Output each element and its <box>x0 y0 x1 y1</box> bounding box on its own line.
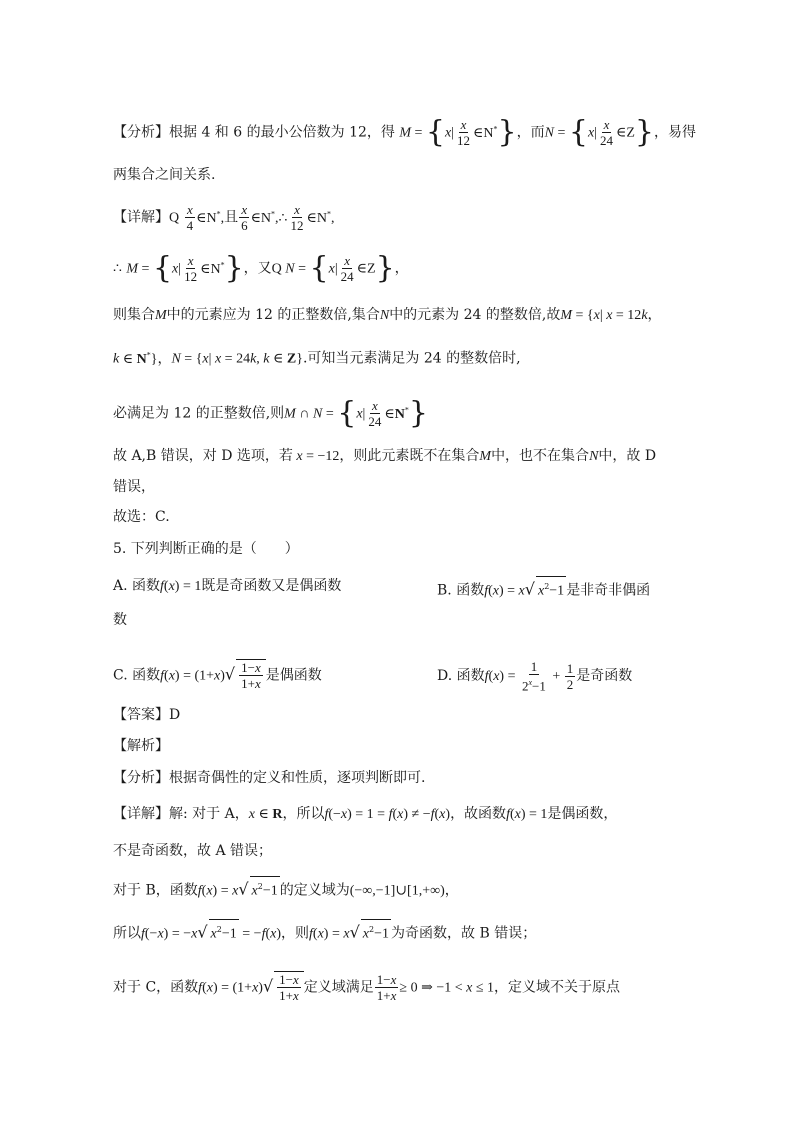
text-xj2-d: 是偶函数， <box>547 806 618 822</box>
text-f2: ，则此元素既不在集合 <box>339 448 480 464</box>
fraction-x-24: $\frac{x}{24}$ <box>600 117 613 148</box>
detail-q5-line-4: 所以f(−x) = −x√ $x^2-1 = -f(x)$，则f(x) = x√ $x^2-1$ 为奇函数，故 B 错误； <box>113 919 536 945</box>
detail-q5-line-1: 【详解】解: 对于 A，x ∈ R，所以f(−x) = 1 = f(x) ≠ −f(x)，故函数f(x) = 1是偶函数， <box>113 806 618 822</box>
text-f4: 中，故 D <box>598 448 657 464</box>
analysis-text-2: ，而 <box>516 124 545 141</box>
detail-line-4: k ∈ N*}，N = {x| x = 24k, k ∈ Z}.可知当元素满足为 24 的整数倍时, <box>113 350 521 367</box>
eq-sign: = <box>411 125 426 141</box>
detail-tag: 【详解】 <box>113 209 169 226</box>
option-d-text: 是奇函数 <box>576 668 633 685</box>
analysis-line-1: 【分析】根据 4 和 6 的最小公倍数为 12，得 M = {x| $\frac{x}{12}$ ∈N*}，而N = {x| $\frac{x}{24}$ ∈Z}，易得 <box>113 114 697 150</box>
text-e: 必满足为 12 的正整数倍,则 <box>113 405 285 422</box>
detail-line-7: 错误， <box>113 479 155 495</box>
analysis-text: 根据 4 和 6 的最小公倍数为 12，得 <box>169 124 395 141</box>
detail-line-6: 故 A,B 错误，对 D 选项，若 x = −12，则此元素既不在集合M中，也不在集合N中，故 D <box>113 448 657 464</box>
text-f3: 中，也不在集合 <box>491 448 590 464</box>
detail-q5-line-2: 不是奇函数，故 A 错误； <box>113 843 273 859</box>
text-b2-c: 为奇函数，故 B 错误； <box>391 925 537 942</box>
text-b1-a: 对于 B，函数 <box>113 882 198 899</box>
option-a-text: 既是奇函数又是偶函数 <box>201 578 342 594</box>
jiexi-line: 【解析】 <box>113 738 169 754</box>
option-c-label: C. 函数 <box>113 667 161 684</box>
text-c1-b: 定义域满足 <box>303 979 374 996</box>
text-a: 则集合 <box>113 307 155 323</box>
set-M: M <box>399 125 412 141</box>
option-d: D. 函数f(x) = $\frac{1}{2^x-1}$ + $\frac{1}{2}$ 是奇函数 <box>437 659 633 694</box>
analysis-tag: 【分析】 <box>113 124 169 141</box>
option-b: B. 函数f(x) = x√ $x^2-1$ 是非奇非偶函 <box>437 576 650 602</box>
detail-line-5: 必满足为 12 的正整数倍,则M ∩ N = {x| $\frac{x}{24}$ ∈N*} <box>113 395 428 431</box>
detail-q5-line-5: 对于 C，函数f(x) = (1+x)√ $\frac{1-x}{1+x}$ 定义域满足 $\frac{1-x}{1+x}$ ≥ 0 ⇒ −1 < x ≤ 1，定义域不关于原点 <box>113 972 621 1003</box>
option-a-label: A. 函数 <box>113 578 161 594</box>
option-b-label: B. 函数 <box>437 582 485 599</box>
text-c: 中的元素为 24 的整数倍,故 <box>389 307 561 323</box>
option-c-text: 是偶函数 <box>265 667 322 684</box>
option-b-continued: 数 <box>113 612 127 628</box>
question-5: 5. 下列判断正确的是（ ） <box>113 541 299 557</box>
text-b2-b: ，则 <box>281 925 310 942</box>
text-c1-c: ，定义域不关于原点 <box>494 979 621 996</box>
answer-line: 【答案】D <box>113 707 181 723</box>
text-b1-b: 的定义域为 <box>279 882 350 899</box>
option-d-label: D. 函数 <box>437 668 485 685</box>
option-c: C. 函数f(x) = (1+x)√ $\frac{1-x}{1+x}$ 是偶函数 <box>113 660 322 691</box>
text-d: .可知当元素满足为 24 的整数倍时, <box>302 350 521 367</box>
brace-open: { <box>425 114 446 150</box>
text-xj2-a: 【详解】解: 对于 A， <box>113 806 249 822</box>
detail-line-2: ∴ M = {x| $\frac{x}{12}$ ∈N*}，又Q N = {x| $\frac{x}{24}$ ∈Z}， <box>113 250 409 286</box>
text-f1: 故 A,B 错误，对 D 选项，若 <box>113 448 293 464</box>
fraction-x-12: $\frac{x}{12}$ <box>457 117 471 148</box>
analysis-line-q5: 【分析】根据奇偶性的定义和性质，逐项判断即可. <box>113 770 426 786</box>
option-b-text: 是非奇非偶函 <box>566 582 651 599</box>
detail-q5-line-3: 对于 B，函数f(x) = x√ $x^2-1$ 的定义域为(−∞,−1]∪[1,+∞)， <box>113 876 459 902</box>
detail-line-1: 【详解】Q $\frac{x}{4}$ ∈N*,且 $\frac{x}{6}$ ∈N*,∴ $\frac{x}{12}$ ∈N*, <box>113 202 335 233</box>
detail-text-2: ，又 <box>243 260 272 277</box>
text-b: 中的元素应为 12 的正整数倍,集合 <box>166 307 380 323</box>
text-xj2-c: ，故函数 <box>450 806 507 822</box>
detail-line-3: 则集合M中的元素应为 12 的正整数倍,集合N中的元素为 24 的整数倍,故M = {x| x = 12k， <box>113 307 662 323</box>
text-xj2-b: ，所以 <box>282 806 325 822</box>
choice-line: 故选：C. <box>113 509 170 525</box>
detail-text: 且 <box>224 209 239 226</box>
text-c1-a: 对于 C，函数 <box>113 979 199 996</box>
text-b2-a: 所以 <box>113 925 141 942</box>
analysis-line-2: 两集合之间关系. <box>113 167 216 183</box>
brace-close: } <box>497 114 517 150</box>
therefore-symbol: ∴ <box>113 261 122 277</box>
analysis-text-3: ，易得 <box>654 124 697 141</box>
option-a: A. 函数f(x) = 1既是奇函数又是偶函数 <box>113 578 342 594</box>
